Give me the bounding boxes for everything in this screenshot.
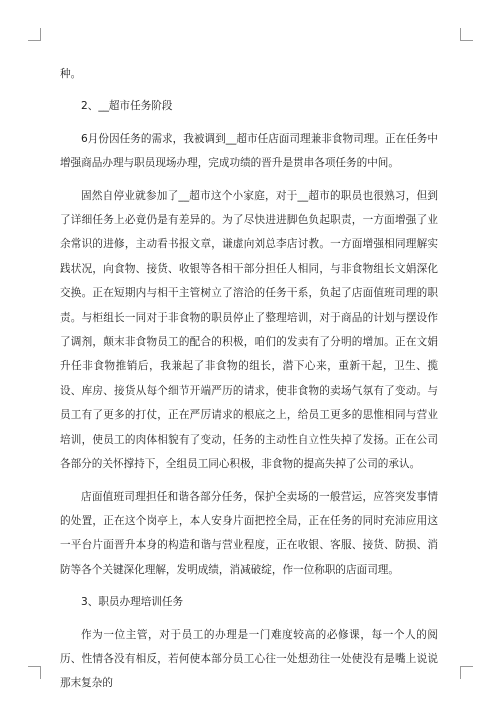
section-heading: 3、职员办理培训任务	[81, 596, 184, 609]
paragraph: 种。	[60, 68, 82, 80]
crop-mark-bottom-left	[28, 666, 41, 679]
paragraph: 店面值班司理担任和谐各部分任务，保护全卖场的一般营运，应答突发事情的处置，正在这个岗亭上，本人安身片面把控全局，正在任务的同时充沛应用这一平台片面晋升本身的构造和谐与营业程度，正在收银、客服、接货、防损、消防等各个关键深化理解，发明成绩，消减破绽，作一位称职的店面司理。	[60, 490, 438, 576]
document-body	[60, 62, 438, 704]
paragraph: 固然自停业就参加了__超市这个小家庭，对于__超市的职员也很熟习，但到了详细任务上必竟仍是有差异的。为了尽快进进脚色负起职责，一方面增强了业余常识的进修，主动看书报文章，谦虚向刘总李店讨教。一方面增强相同理解实践状况，向食物、接货、收银等各相干部分担任人相同，与非食物组长文娟深化交换。正在短期内与相干主管树立了溶洽的任务干系，负起了店面值班司理的职责。与柜组长一同对于非食物的职员停止了整理培训，对于商品的计划与摆设作了调剂，颠末非食物员工的配合的积极，咱们的发卖有了分明的增加。正在文娟升任非食物推销后，我兼起了非食物的组长，潜下心来，重新干起，卫生、揽设、库房、接货从每个细节开端严历的请求，使非食物的卖场气氛有了变动。与员工有了更多的打仗，正在严厉请求的根底之上，给员工更多的思惟相同与营业培训，使员工的肉体相貌有了变动，任务的主动性自立性失掉了发扬。正在公司各部分的关怀撑持下，全组员工同心积极，非食物的提高失掉了公司的承认。	[60, 189, 438, 471]
paragraph: 作为一位主管，对于员工的办理是一门难度较高的必修课，每一个人的阅历、性情各没有相反，若何使本部分员工心往一处想劲往一处使没有是嘴上说说那末复杂的	[60, 628, 438, 690]
crop-mark-top-left	[28, 28, 41, 41]
paragraph: 6月份因任务的需求，我被调到__超市任店面司理兼非食物司理。正在任务中增强商品办理与职员现场办理，完成功绩的晋升是贯串各项任务的中间。	[60, 132, 438, 170]
section-heading: 2、__超市任务阶段	[81, 100, 173, 113]
crop-mark-top-right	[460, 28, 473, 41]
crop-mark-bottom-right	[460, 666, 473, 679]
